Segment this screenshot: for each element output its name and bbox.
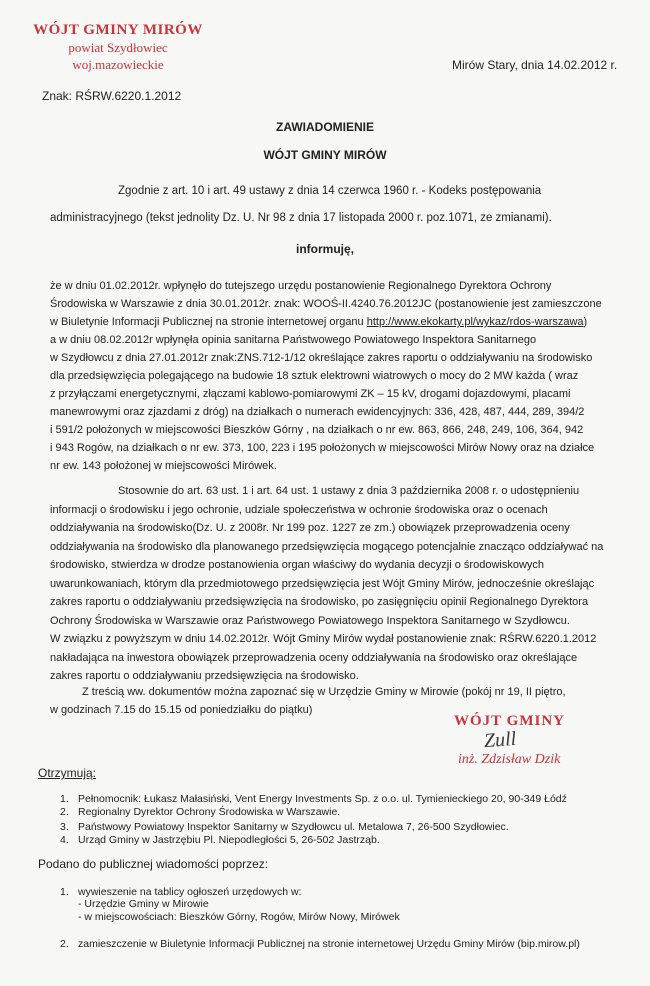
p1-line: z przyłączami energetycznymi, złączami kablowo-pomiarowymi ZK – 15 kV, drogami dojazdowymi, placami xyxy=(50,388,571,400)
recipients-heading: Otrzymują: xyxy=(38,766,97,780)
p1-line: dla przedsięwzięcia polegającego na budowie 18 sztuk elektrowni wiatrowych o mocy do 2 MW każda ( wraz xyxy=(50,370,579,382)
informuje-heading: informuję, xyxy=(295,242,354,256)
p2-line: środowisko, stwierdza w drodze postanowienia organ właściwy do wydania decyzji o środowiskowych xyxy=(50,559,545,571)
publication-subtext: - Urzędzie Gminy w Mirowie xyxy=(78,898,209,910)
p3-line: w godzinach 7.15 do 15.15 od poniedziałku do piątku) xyxy=(50,704,313,716)
p2-line: zakres raportu o oddziaływaniu przedsięwzięcia na środowisko, po zasięgnięciu opinii Regionalnego Dyrektora xyxy=(50,596,589,608)
publication-heading: Podano do publicznej wiadomości poprzez: xyxy=(38,857,269,871)
p2-line: oddziaływania na środowisko dla planowanego przedsięwzięcia mogącego potencjalnie znacząco oddziaływać na xyxy=(50,540,604,553)
stamp-line-2: powiat Szydłowiec xyxy=(68,40,168,55)
publication-number: 1. xyxy=(60,886,69,898)
p2-line: informacji o środowisku i jego ochronie, udziale społeczeństwa w ochronie środowiska oraz o ocenach xyxy=(50,503,548,516)
office-stamp xyxy=(28,22,208,73)
intro-line-2: administracyjnego (tekst jednolity Dz. U. Nr 98 z dnia 17 listopada 2000 r. poz.1071, ze zmianami). xyxy=(50,212,552,224)
signatory-name: inż. Zdzisław Dzik xyxy=(458,752,561,767)
p1-line: nr ew. 143 położonej w miejscowości Mirówek. xyxy=(50,460,277,472)
p2-line: nakładająca na inwestora obowiązek przeprowadzenia oceny oddziaływania na środowisko oraz określające xyxy=(50,651,578,664)
p1-line: i 943 Rogów, na działkach o nr ew. 373, 100, 223 i 195 położonych w miejscowości Mirów Nowy oraz na działce xyxy=(50,442,595,454)
p3-line: Z treścią ww. dokumentów można zapoznać się w Urzędzie Gminy w Mirowie (pokój nr 19, II piętro, xyxy=(82,686,566,698)
link-suffix: ) xyxy=(583,316,588,328)
place-date: Mirów Stary, dnia 14.02.2012 r. xyxy=(452,58,618,72)
publication-text: wywieszenie na tablicy ogłoszeń urzędowych w: xyxy=(78,886,302,898)
p1-line: a w dniu 08.02.2012r wpłynęła opinia sanitarna Państwowego Powiatowego Inspektora Sanitarnego xyxy=(50,334,537,346)
document-subtitle: WÓJT GMINY MIRÓW xyxy=(263,148,387,162)
p1-line-with-link xyxy=(50,313,610,331)
publication-subtext: - w miejscowościach: Bieszków Górny, Rogów, Mirów Nowy, Mirówek xyxy=(78,911,400,923)
p1-line: w Biuletynie Informacji Publicznej na stronie internetowej organu xyxy=(50,316,367,328)
ekokarty-link[interactable]: http://www.ekokarty.pl/wykaz/rdos-warszawa xyxy=(366,316,584,328)
case-reference: Znak: RŚRW.6220.1.2012 xyxy=(42,89,182,103)
recipient-text: Regionalny Dyrektor Ochrony Środowiska w Warszawie. xyxy=(78,806,341,818)
recipient-text: Pełnomocnik: Łukasz Małasiński, Vent Energy Investments Sp. z o.o. ul. Tymienieckiego 20, 90-349 Łódź xyxy=(78,793,567,805)
recipient-number: 1. xyxy=(60,793,69,805)
recipient-text: Państwowy Powiatowy Inspektor Sanitarny w Szydłowcu ul. Metalowa 7, 26-500 Szydłowiec. xyxy=(78,821,509,833)
document-title: ZAWIADOMIENIE xyxy=(276,120,374,134)
recipient-number: 2. xyxy=(60,806,69,818)
stamp-line-1: WÓJT GMINY MIRÓW xyxy=(33,22,203,38)
p2-line: Stosownie do art. 63 ust. 1 i art. 64 ust. 1 ustawy z dnia 3 października 2008 r. o udostępnieniu xyxy=(118,485,580,497)
paragraph-2 xyxy=(50,482,610,686)
recipient-number: 3. xyxy=(60,821,69,833)
publication-text: zamieszczenie w Biuletynie Informacji Publicznej na stronie internetowej Urzędu Gminy Mirów (bip.mirow.pl) xyxy=(78,938,580,950)
p2-line: zakres raportu o oddziaływaniu przedsięwzięcia na środowisko. xyxy=(50,670,359,682)
p2-line: Ochrony Środowiska w Warszawie oraz Państwowego Powiatowego Inspektora Sanitarnego w Szydłowcu. xyxy=(50,614,570,627)
p1-line: manewrowymi oraz zjazdami z dróg) na działkach o numerach ewidencyjnych: 336, 428, 487, 444, 289, 394/2 xyxy=(50,406,585,418)
intro-line-1: Zgodnie z art. 10 i art. 49 ustawy z dnia 14 czerwca 1960 r. - Kodeks postępowania xyxy=(118,185,542,197)
signature-stamp: WÓJT GMINY xyxy=(454,713,565,729)
p2-line: uwarunkowaniach, którym dla przedmiotowego przedsięwzięcia jest Wójt Gminy Mirów, jednocześnie określając xyxy=(50,577,595,590)
publication-number: 2. xyxy=(60,938,69,950)
p2-line: W związku z powyższym w dniu 14.02.2012r. Wójt Gminy Mirów wydał postanowienie znak: RŚRW.6220.1.2012 xyxy=(50,633,597,645)
paragraph-1 xyxy=(50,277,610,475)
p1-line: że w dniu 01.02.2012r. wpłynęło do tutejszego urzędu postanowienie Regionalnego Dyrektora Ochrony xyxy=(50,280,552,292)
recipient-number: 4. xyxy=(60,834,69,846)
p1-line: Środowiska w Warszawie z dnia 30.01.2012r. znak: WOOŚ-II.4240.76.2012JC (postanowienie jest zamieszczone xyxy=(50,298,602,310)
handwritten-signature: Zull xyxy=(483,727,517,753)
stamp-line-3: woj.mazowieckie xyxy=(72,57,164,72)
p1-line: i 591/2 położonych w miejscowości Bieszków Górny , na działkach o nr ew. 863, 866, 248, 249, 106, 364, 942 xyxy=(50,424,584,436)
recipient-text: Urząd Gminy w Jastrzębiu Pl. Niepodległości 5, 26-502 Jastrząb. xyxy=(78,834,380,846)
p1-line: w Szydłowcu z dnia 27.01.2012r znak:ZNS.712-1/12 określające zakres raportu o oddziaływaniu na środowisko xyxy=(50,352,593,364)
p2-line: oddziaływania na środowisko(Dz. U. z 2008r. Nr 199 poz. 1227 ze zm.) obowiązek przeprowadzenia oceny xyxy=(50,522,570,534)
